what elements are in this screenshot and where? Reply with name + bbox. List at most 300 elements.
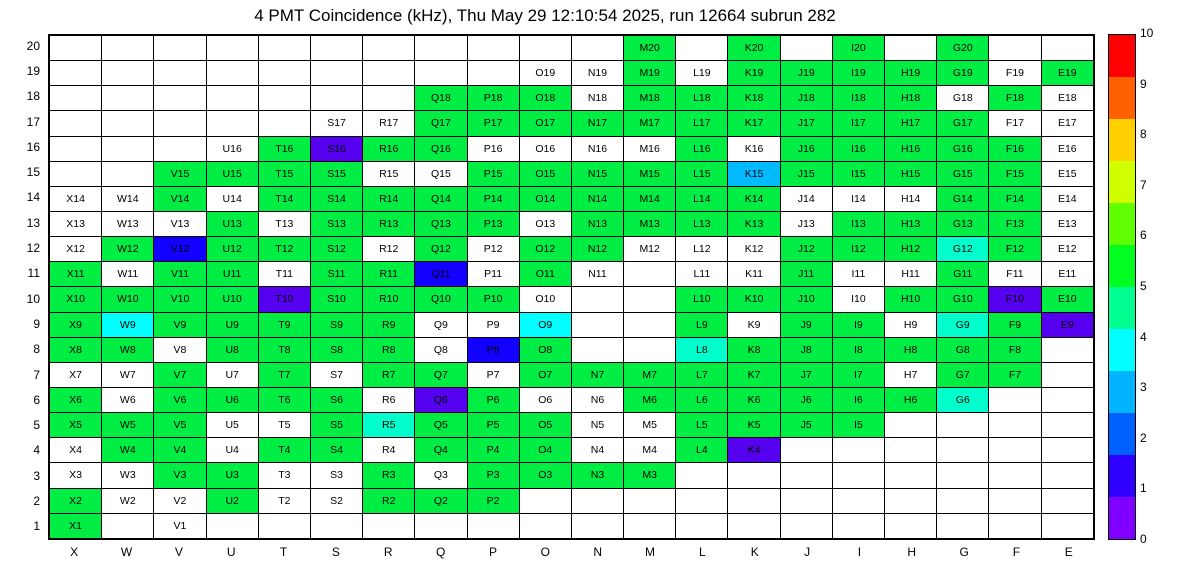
colorbar-tick-label: 10 — [1140, 26, 1154, 40]
heatmap-cell: O12 — [519, 237, 571, 262]
heatmap-cell — [885, 488, 937, 513]
heatmap-cell: S16 — [310, 136, 362, 161]
heatmap-row — [50, 362, 1094, 387]
heatmap-cell: Q10 — [415, 287, 467, 312]
heatmap-cell — [937, 513, 989, 538]
y-axis-tick-label: 9 — [33, 316, 40, 331]
y-axis-tick-label: 18 — [26, 89, 40, 104]
heatmap-cell — [989, 413, 1041, 438]
heatmap-cell: P18 — [467, 86, 519, 111]
heatmap-cell: F7 — [989, 362, 1041, 387]
heatmap-cell: V12 — [154, 237, 206, 262]
y-axis-tick-label: 16 — [26, 139, 40, 154]
colorbar-band — [1109, 287, 1135, 329]
heatmap-cell: Q13 — [415, 211, 467, 236]
x-axis-tick-label: J — [804, 545, 811, 559]
heatmap-cell: T8 — [258, 337, 310, 362]
heatmap-cell: T13 — [258, 211, 310, 236]
heatmap-cell — [728, 488, 780, 513]
heatmap-cell: H12 — [885, 237, 937, 262]
heatmap-cell: N6 — [571, 387, 623, 412]
heatmap-cell: X10 — [50, 287, 102, 312]
heatmap-cell — [50, 36, 102, 61]
colorbar-band — [1109, 77, 1135, 119]
colorbar-band — [1109, 161, 1135, 203]
heatmap-cell — [154, 61, 206, 86]
heatmap-cell — [206, 111, 258, 136]
heatmap-row — [50, 211, 1094, 236]
heatmap-cell — [50, 111, 102, 136]
heatmap-cell — [937, 463, 989, 488]
heatmap-cell: M20 — [624, 36, 676, 61]
y-axis-tick-label: 17 — [26, 114, 40, 129]
heatmap-cell: Q7 — [415, 362, 467, 387]
heatmap-row — [50, 387, 1094, 412]
heatmap-cell: G10 — [937, 287, 989, 312]
colorbar-band — [1109, 413, 1135, 455]
heatmap-cell: G20 — [937, 36, 989, 61]
heatmap-cell: J7 — [780, 362, 832, 387]
heatmap-cell: U4 — [206, 438, 258, 463]
heatmap-cell: I5 — [832, 413, 884, 438]
heatmap-cell — [780, 513, 832, 538]
heatmap-row — [50, 413, 1094, 438]
heatmap-row — [50, 136, 1094, 161]
heatmap-cell: W8 — [102, 337, 154, 362]
heatmap-cell: I11 — [832, 262, 884, 287]
heatmap-cell: L10 — [676, 287, 728, 312]
heatmap-cell: Q15 — [415, 161, 467, 186]
heatmap-cell: P3 — [467, 463, 519, 488]
heatmap-cell: N3 — [571, 463, 623, 488]
heatmap-cell: J6 — [780, 387, 832, 412]
heatmap-cell: N15 — [571, 161, 623, 186]
heatmap-cell: S7 — [310, 362, 362, 387]
heatmap-row — [50, 262, 1094, 287]
heatmap-cell — [832, 438, 884, 463]
y-axis-tick-label: 6 — [33, 392, 40, 407]
heatmap-grid — [49, 35, 1094, 539]
heatmap-cell: K11 — [728, 262, 780, 287]
heatmap-cell: N14 — [571, 186, 623, 211]
heatmap-cell — [206, 86, 258, 111]
heatmap-cell: G13 — [937, 211, 989, 236]
heatmap-row — [50, 186, 1094, 211]
heatmap-cell: U2 — [206, 488, 258, 513]
y-axis-tick-label: 4 — [33, 443, 40, 458]
heatmap-cell: W4 — [102, 438, 154, 463]
heatmap-cell — [676, 513, 728, 538]
heatmap-cell — [206, 61, 258, 86]
heatmap-cell: R14 — [363, 186, 415, 211]
y-axis-tick-label: 15 — [26, 165, 40, 180]
heatmap-cell: U12 — [206, 237, 258, 262]
heatmap-cell: I16 — [832, 136, 884, 161]
heatmap-cell: S10 — [310, 287, 362, 312]
heatmap-row — [50, 161, 1094, 186]
heatmap-cell — [258, 61, 310, 86]
heatmap-cell: W7 — [102, 362, 154, 387]
heatmap-cell: I17 — [832, 111, 884, 136]
x-axis-tick-label: W — [120, 545, 133, 559]
heatmap-cell: O6 — [519, 387, 571, 412]
heatmap-cell: V6 — [154, 387, 206, 412]
heatmap-cell: M18 — [624, 86, 676, 111]
colorbar-tick-label: 6 — [1140, 228, 1147, 243]
colorbar-band — [1109, 245, 1135, 287]
heatmap-cell — [624, 513, 676, 538]
y-axis-tick-label: 7 — [33, 367, 40, 382]
heatmap-cell — [1041, 438, 1093, 463]
heatmap-cell: T10 — [258, 287, 310, 312]
y-axis-tick-label: 19 — [26, 63, 40, 78]
heatmap-cell: T9 — [258, 312, 310, 337]
heatmap-cell — [50, 136, 102, 161]
heatmap-cell: F15 — [989, 161, 1041, 186]
heatmap-cell: I19 — [832, 61, 884, 86]
heatmap-cell: G12 — [937, 237, 989, 262]
heatmap-cell — [102, 86, 154, 111]
heatmap-cell — [519, 36, 571, 61]
heatmap-cell: P4 — [467, 438, 519, 463]
heatmap-cell — [102, 36, 154, 61]
heatmap-cell: S12 — [310, 237, 362, 262]
heatmap-cell: O14 — [519, 186, 571, 211]
heatmap-cell: L19 — [676, 61, 728, 86]
heatmap-cell: Q5 — [415, 413, 467, 438]
heatmap-cell — [1041, 488, 1093, 513]
heatmap-cell: G11 — [937, 262, 989, 287]
heatmap-cell: U8 — [206, 337, 258, 362]
heatmap-cell — [415, 36, 467, 61]
heatmap-cell: U11 — [206, 262, 258, 287]
colorbar-tick-label: 1 — [1140, 481, 1147, 496]
heatmap-cell: N12 — [571, 237, 623, 262]
heatmap-cell: M4 — [624, 438, 676, 463]
heatmap-cell — [728, 463, 780, 488]
heatmap-cell: Q17 — [415, 111, 467, 136]
heatmap-cell: Q9 — [415, 312, 467, 337]
heatmap-cell: R9 — [363, 312, 415, 337]
heatmap-cell: G18 — [937, 86, 989, 111]
heatmap-cell: N4 — [571, 438, 623, 463]
x-axis-tick-label: K — [750, 545, 759, 559]
heatmap-cell — [937, 488, 989, 513]
y-axis-tick-label: 5 — [33, 418, 40, 433]
heatmap-cell: S11 — [310, 262, 362, 287]
heatmap-cell — [310, 36, 362, 61]
heatmap-cell — [1041, 387, 1093, 412]
x-axis-tick-label: L — [699, 545, 706, 559]
heatmap-cell — [310, 86, 362, 111]
heatmap-cell: T6 — [258, 387, 310, 412]
heatmap-cell: K18 — [728, 86, 780, 111]
heatmap-cell — [258, 36, 310, 61]
x-axis-tick-label: M — [645, 545, 656, 559]
heatmap-cell: J14 — [780, 186, 832, 211]
heatmap-cell: I18 — [832, 86, 884, 111]
heatmap-cell: R3 — [363, 463, 415, 488]
heatmap-cell — [1041, 463, 1093, 488]
heatmap-cell: W9 — [102, 312, 154, 337]
colorbar-band — [1109, 329, 1135, 371]
heatmap-cell — [780, 488, 832, 513]
y-axis-tick-label: 8 — [33, 342, 40, 357]
heatmap-cell: L14 — [676, 186, 728, 211]
heatmap-cell: F19 — [989, 61, 1041, 86]
heatmap-row — [50, 287, 1094, 312]
colorbar-tick-label: 8 — [1140, 127, 1147, 142]
heatmap-cell — [571, 287, 623, 312]
heatmap-cell: M5 — [624, 413, 676, 438]
heatmap-cell: P15 — [467, 161, 519, 186]
heatmap-cell: K20 — [728, 36, 780, 61]
x-axis-tick-label: R — [383, 545, 393, 559]
heatmap-cell: T3 — [258, 463, 310, 488]
heatmap-cell: O4 — [519, 438, 571, 463]
heatmap-cell — [989, 488, 1041, 513]
colorbar — [1108, 34, 1136, 540]
heatmap-cell: V14 — [154, 186, 206, 211]
heatmap-cell: X6 — [50, 387, 102, 412]
heatmap-cell: J18 — [780, 86, 832, 111]
heatmap-cell: G14 — [937, 186, 989, 211]
heatmap-cell — [989, 387, 1041, 412]
heatmap-cell: R10 — [363, 287, 415, 312]
heatmap-cell: R17 — [363, 111, 415, 136]
heatmap-cell: K17 — [728, 111, 780, 136]
heatmap-cell: V9 — [154, 312, 206, 337]
heatmap-cell — [310, 61, 362, 86]
heatmap-cell: S15 — [310, 161, 362, 186]
heatmap-cell: T12 — [258, 237, 310, 262]
heatmap-cell — [989, 36, 1041, 61]
heatmap-cell: X8 — [50, 337, 102, 362]
heatmap-cell: Q3 — [415, 463, 467, 488]
heatmap-cell: E19 — [1041, 61, 1093, 86]
colorbar-band — [1109, 119, 1135, 161]
heatmap-cell: P8 — [467, 337, 519, 362]
heatmap-cell: M6 — [624, 387, 676, 412]
heatmap-cell — [780, 36, 832, 61]
y-axis-tick-label: 13 — [26, 215, 40, 230]
heatmap-cell — [467, 36, 519, 61]
heatmap-cell — [1041, 337, 1093, 362]
colorbar-band — [1109, 371, 1135, 413]
heatmap-cell: J19 — [780, 61, 832, 86]
heatmap-cell — [571, 312, 623, 337]
heatmap-cell: R4 — [363, 438, 415, 463]
heatmap-cell: E15 — [1041, 161, 1093, 186]
heatmap-cell: Q16 — [415, 136, 467, 161]
heatmap-cell: R5 — [363, 413, 415, 438]
heatmap-cell: E11 — [1041, 262, 1093, 287]
x-axis-tick-label: H — [907, 545, 917, 559]
heatmap-cell — [258, 111, 310, 136]
colorbar-tick-label: 7 — [1140, 177, 1147, 192]
heatmap-cell — [102, 136, 154, 161]
heatmap-cell: F9 — [989, 312, 1041, 337]
heatmap-cell — [310, 513, 362, 538]
heatmap-cell — [885, 513, 937, 538]
heatmap-cell: W2 — [102, 488, 154, 513]
heatmap-cell: X1 — [50, 513, 102, 538]
colorbar-band — [1109, 497, 1135, 539]
heatmap-cell: I13 — [832, 211, 884, 236]
x-axis-tick-label: X — [70, 545, 79, 559]
heatmap-cell — [885, 438, 937, 463]
heatmap-cell: H9 — [885, 312, 937, 337]
heatmap-cell: S8 — [310, 337, 362, 362]
heatmap-cell: P7 — [467, 362, 519, 387]
colorbar-tick-label: 5 — [1140, 279, 1147, 293]
heatmap-cell: O5 — [519, 413, 571, 438]
heatmap-cell: H10 — [885, 287, 937, 312]
y-axis-tick-label: 12 — [26, 241, 40, 256]
heatmap-cell: H13 — [885, 211, 937, 236]
heatmap-cell: J16 — [780, 136, 832, 161]
heatmap-cell: H7 — [885, 362, 937, 387]
heatmap-cell: P2 — [467, 488, 519, 513]
heatmap-cell: L9 — [676, 312, 728, 337]
heatmap-cell: K12 — [728, 237, 780, 262]
page-title: 4 PMT Coincidence (kHz), Thu May 29 12:10:54 2025, run 12664 subrun 282 — [254, 6, 836, 25]
heatmap-cell: M14 — [624, 186, 676, 211]
heatmap-cell — [832, 463, 884, 488]
colorbar-band — [1109, 455, 1135, 497]
heatmap-cell: V11 — [154, 262, 206, 287]
heatmap-cell — [363, 513, 415, 538]
heatmap-cell: R7 — [363, 362, 415, 387]
heatmap-cell — [363, 61, 415, 86]
heatmap-cell — [258, 513, 310, 538]
heatmap-cell: I12 — [832, 237, 884, 262]
heatmap-cell: P6 — [467, 387, 519, 412]
heatmap-cell: S13 — [310, 211, 362, 236]
heatmap-cell: I8 — [832, 337, 884, 362]
heatmap-cell — [989, 463, 1041, 488]
heatmap-cell — [832, 513, 884, 538]
heatmap-cell: K8 — [728, 337, 780, 362]
heatmap-cell — [571, 488, 623, 513]
heatmap-cell: O3 — [519, 463, 571, 488]
heatmap-cell — [154, 36, 206, 61]
heatmap-cell: T11 — [258, 262, 310, 287]
heatmap-cell: I20 — [832, 36, 884, 61]
heatmap-cell: K5 — [728, 413, 780, 438]
heatmap-cell: J5 — [780, 413, 832, 438]
heatmap-cell: X7 — [50, 362, 102, 387]
heatmap-cell: N17 — [571, 111, 623, 136]
heatmap-cell: L13 — [676, 211, 728, 236]
heatmap-cell: K19 — [728, 61, 780, 86]
heatmap-cell: H16 — [885, 136, 937, 161]
heatmap-cell — [102, 111, 154, 136]
heatmap-cell: R16 — [363, 136, 415, 161]
heatmap-cell: L6 — [676, 387, 728, 412]
heatmap-cell — [728, 513, 780, 538]
heatmap-cell — [1041, 36, 1093, 61]
heatmap-cell — [154, 136, 206, 161]
x-axis-tick-label: U — [226, 545, 236, 559]
heatmap-cell: P9 — [467, 312, 519, 337]
heatmap-cell: E9 — [1041, 312, 1093, 337]
heatmap-cell: S6 — [310, 387, 362, 412]
heatmap-cell: W3 — [102, 463, 154, 488]
heatmap-row — [50, 438, 1094, 463]
heatmap-cell: L7 — [676, 362, 728, 387]
heatmap-cell: U6 — [206, 387, 258, 412]
heatmap-cell: I9 — [832, 312, 884, 337]
heatmap-row — [50, 237, 1094, 262]
heatmap-cell: R13 — [363, 211, 415, 236]
heatmap-cell: F10 — [989, 287, 1041, 312]
heatmap-cell: T14 — [258, 186, 310, 211]
heatmap-cell: T2 — [258, 488, 310, 513]
heatmap-cell: Q18 — [415, 86, 467, 111]
x-axis-tick-label: G — [959, 545, 969, 559]
heatmap-cell — [363, 86, 415, 111]
heatmap-cell — [467, 61, 519, 86]
heatmap-cell: L8 — [676, 337, 728, 362]
heatmap-cell — [676, 463, 728, 488]
heatmap-cell — [519, 488, 571, 513]
heatmap-cell: E18 — [1041, 86, 1093, 111]
heatmap-cell — [363, 36, 415, 61]
heatmap-cell: F8 — [989, 337, 1041, 362]
heatmap-cell: Q11 — [415, 262, 467, 287]
heatmap-cell: G7 — [937, 362, 989, 387]
x-axis-tick-label: T — [279, 545, 288, 559]
heatmap-cell: S17 — [310, 111, 362, 136]
heatmap-cell: S3 — [310, 463, 362, 488]
heatmap-cell — [102, 513, 154, 538]
heatmap-cell: S5 — [310, 413, 362, 438]
heatmap-cell: V10 — [154, 287, 206, 312]
heatmap-cell: T15 — [258, 161, 310, 186]
heatmap-cell — [989, 438, 1041, 463]
heatmap-cell: X5 — [50, 413, 102, 438]
heatmap-cell: U15 — [206, 161, 258, 186]
heatmap-cell: P14 — [467, 186, 519, 211]
heatmap-cell: J13 — [780, 211, 832, 236]
heatmap-cell: H6 — [885, 387, 937, 412]
colorbar-band — [1109, 35, 1135, 77]
heatmap-cell: E10 — [1041, 287, 1093, 312]
heatmap-cell — [102, 61, 154, 86]
heatmap-cell: V2 — [154, 488, 206, 513]
heatmap-cell: U3 — [206, 463, 258, 488]
heatmap-cell — [624, 262, 676, 287]
heatmap-cell: M13 — [624, 211, 676, 236]
heatmap-cell: W12 — [102, 237, 154, 262]
heatmap-cell: N19 — [571, 61, 623, 86]
heatmap-cell: V5 — [154, 413, 206, 438]
heatmap-cell: U7 — [206, 362, 258, 387]
heatmap-cell: X12 — [50, 237, 102, 262]
heatmap-cell: N11 — [571, 262, 623, 287]
heatmap-cell: I6 — [832, 387, 884, 412]
heatmap-cell — [832, 488, 884, 513]
y-axis-tick-label: 1 — [33, 519, 40, 534]
heatmap-cell: K10 — [728, 287, 780, 312]
heatmap-cell: K13 — [728, 211, 780, 236]
heatmap-cell — [624, 312, 676, 337]
y-axis-tick-label: 10 — [26, 291, 40, 306]
heatmap-cell — [571, 337, 623, 362]
colorbar-tick-label: 9 — [1140, 76, 1147, 91]
heatmap-cell: U16 — [206, 136, 258, 161]
